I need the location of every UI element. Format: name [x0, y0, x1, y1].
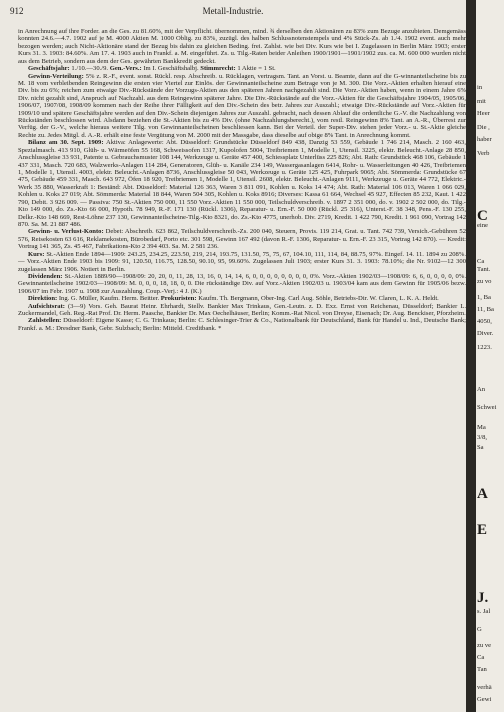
adjacent-page-fragment: Heer [477, 110, 490, 117]
adjacent-page-fragment: zu vo [477, 278, 492, 285]
adjacent-page-fragment: Die , [477, 124, 490, 131]
running-title: Metall-Industrie. [202, 6, 264, 16]
adjacent-page-fragment: 4050, [477, 318, 492, 325]
adjacent-page-fragment: Gewi [477, 696, 492, 703]
adjacent-page-fragment: Ca [477, 258, 485, 265]
paragraph-direktion: Direktion: Ing. G. Müller, Kaufm. Herm. Beitter. Prokuristen: Kaufm. Th. Bergmann, Ober-Ing. Carl Aug. Söhle, Betriebs-Dir. W. Claren, L. K. A. Heldt. [28, 295, 439, 303]
adjacent-page-fragment: G [477, 626, 482, 633]
adjacent-page-fragment: An [477, 386, 486, 393]
adjacent-page-edge [476, 0, 504, 712]
adjacent-page-fragment: Diver. [477, 330, 494, 337]
adjacent-page-fragment: Ma [477, 424, 486, 431]
paragraph-dividenden: Dividenden: St.-Aktien 1889/90—1908/09: 20, 20, 0, 11, 28, 13, 16, 0, 14, 14, 6, 0, 0, 0, 0, 0, 0, 0, 0, 0%. Vorz.-Aktien 1902/03—1908/09: 6, 6, 0, 0, 0, 0, 0%. Gewinnanteilscheine 1902/03—1908/09: M. 0, 0, 0, 18, 18, 0, 0. Die rückständige Div. auf Vorz.-Aktien 1902/03 u. 1903/04 kam aus dem Gewinn für 1905/06 bezw. 1906/07 im Febr. 1907 u. 1908 zur Auszahlung. Coup.-Verj.: 4 J. (K.) [18, 272, 466, 295]
section-heading: Geschäftsjahr: [28, 65, 70, 73]
section-heading: Gewinn- u. Verlust-Konto: [28, 228, 104, 236]
book-gutter [466, 0, 476, 712]
section-heading: Aufsichtsrat: [28, 302, 65, 310]
adjacent-page-fragment: eine [477, 222, 488, 229]
page-number: 912 [10, 6, 24, 16]
adjacent-page-fragment: 1, Ba [477, 294, 491, 301]
adjacent-page-fragment: 3/8, [477, 434, 488, 441]
article-body [18, 28, 466, 710]
adjacent-page-fragment: 1223. [477, 344, 492, 351]
paragraph-zahlstellen: Zahlstellen: Düsseldorf: Eigene Kasse; C. G. Trinkaus; Berlin: C. Schlesinger-Trier & Co., Nationalbank für Deutschland, Bank für Handel u. Ind., Deutsche Bank; Frankf. a. M.: Dresdner Bank, Gebr. Sulzbach; Berlin: Mitteld. Creditbank. * [18, 317, 466, 332]
section-heading: Dividenden: [28, 272, 63, 280]
adjacent-page-fragment: mit [477, 98, 486, 105]
paragraph-bilanz: Bilanz am 30. Sept. 1909: Aktiva: Anlagewerte: Abt. Düsseldorf: Grundstücke Düsseldorf 849 438, Danzig 53 559, Gebäude 1 746 214, Masch. 2 160 463, Spezialmasch. 413 910, Glüh- u. Wärmeöfen 55 168, Schweissofen 1317, Kupolofen 5004, Treibriemen 1, Modelle 1, Utensil. 3225, elektr. Beleucht.-Anlage 28 850, Anschlussgleise 33 931, Patente u. Gebrauchsmuster 108 144, Werkzeuge u. Geräte 457 400, Schiessplatz Unterlüss 225 826; Abt. Rath: Grundstück 468 106, Gebäude 1 437 331, Masch. 720 683, Walzwerks-Anlagen 114 284, Generatoren, Glüh- u. Kanäle 234 149, Wassergasanlagen 6414, Rohr- u. Wasserleitungen 40 426, Treibriemen 1, Modelle 1, Utensil. 4003, elektr. Beleucht.-Anlagen 8736, Anschlussgleise 50 043, Werkzeuge u. Geräte 125 425, Fuhrpark 9065; Abt. Sömmerda: Grundstücke 67 475, Gebäude 459 331, Masch. 643 972, Öfen 18 920, Treibriemen 1, Modelle 1, Utensil. 2608, elektr. Beleucht.-Anlagen 9111, Werkzeuge u. Geräte 44 772, Elektric.-Werk 35 880, Wasserkraft 1: Beständ: Abt. Düsseldorf: Material 126 363, Waren 3 811 091, Kohlen u. Koks 14 474; Abt. Rath: Material 106 013, Waren 1 066 029, Kohlen u. Koks 27 019; Abt. Sömmerda: Material 18 844, Waren 504 305, Kohlen u. Koks 8916; Diverses: Kassa 61 664, Wechsel 45 927, Effecten 85 232, Kaut. 1 422 790, Debit. 3 926 009. — Passiva: 750 St.-Aktien 750 000, 11 550 Vorz.-Aktien 11 550 000, Teilschuldverschreib. v. 1897 2 351 000, do. v. 1902 2 502 000, do. Tilg.-Kto 149 000, do. Zs.-Kto 66 000, Hypoth. 78 949, R.-F. 171 130 (Rückl. 1306), Reparatur- u. Ern.-F. 50 000 (Rückl. 25 316), Unterst.-F. 38 348, Pens.-F. 130 255, Delkr.-Kto 148 669, Rest-Löhne 237 130, Gewinnanteilscheine-Tilg.-Kto 8321, do. Zs.-Kto 4775, unerhob. Div. 2719, Kredit. 1 422 790, Kredit. 1 961 090, Vortrag 142 870. Sa. M. 21 887 486. [18, 139, 466, 228]
paragraph-geschaeftsjahr: Geschäftsjahr: 1./10.—30./9. Gen.-Vers.: Im I. Geschäftshalbj. Stimmrecht: 1 Aktie = 1 St. [28, 65, 276, 73]
section-heading: Prokuristen: [160, 295, 197, 303]
section-heading: Zahlstellen: [28, 317, 62, 325]
paragraph-kurs: Kurs: St.-Aktien Ende 1894—1909: 243.25, 234.25, 223.50, 219, 214, 193.75, 131.50, 75, 75, 67, 104.10, 111, 114, 84, 88.75, 97%. Eingef. 14. 11. 1894 zu 208%. — Vorz.-Aktien Ende 1903 bis 1909: 91, 120.50, 116.75, 128.50, 90.10, 95, 99.60%. Zugelassen Juli 1903; erster Kurs 31. 3. 1903: 78.10%; die Nr. 9102—12 300 zugelassen März 1906. Notiert in Berlin. [18, 250, 466, 273]
paragraph-anleihe: in Anrechnung auf ihre Forder. an die Ges. zu 81.60%, mit der Verpflicht. übernommen, mind. ¾ derselben den Aktionären zu 83% zum Bezuge anzubieten. Demgemäss konnten 24.6.—4.7. 1902 auf je M. 4000 Aktien M. 1000 Oblig. zu 83%, zuzügl. des halben Schlussnotenstempels und 4% Stück-Zs. ab 1./4. 1902 event. auch mehr bezogen werden; auch Nicht-Aktionäre stand der Bezug bis dahin zu gleichen Beding. frei. Zahlst. wie bei Div. Kurs wie bei I. Zugelassen in Berlin März 1903; erster Kurs 31. 3. 1903: 84.60%. Am 17. 4. 1903 auch in Frankf. a. M. eingeführt. Zs. u. Tilg.-Raten beider Anleihen 1900/1901—1901/1902 zus. ca. M. 600 000 wurden nicht aus dem Betrieb, sondern aus dem der Ges. gewährten Bankkredit gedeckt. [18, 28, 466, 65]
adjacent-page-fragment: Sa [477, 444, 484, 451]
section-heading: Stimmrecht: [200, 65, 236, 73]
adjacent-page-fragment: Tant. [477, 266, 491, 273]
adjacent-page-fragment: Tan [477, 666, 487, 673]
page-header [0, 4, 466, 18]
paragraph-gewinnverteilung: Gewinn-Verteilung: 5% z. R.-F., event. sonst. Rückl. resp. Abschreib. u. Rücklagen, vertragsm. Tant. an Vorst. u. Beamte, dann auf die G-winnanteilscheine bis zu M. 18 vom verbleibenden Reingewinn die ersten vier Viertel zur Einlös. der Gewinnanteilscheine zum Betrage von je M. 300. Die Vorz.-Aktien erhalten hierauf eine Div. bis zu 6%; reichen zum etwaige Div.-Rückstände der Vorzugs-Aktien aus den späteren Jahren nachgezahlt sind. Die Vorz.-Aktien haben, wenn in einem Jahre 6% Div. nicht gezahlt sind, Anspruch auf Nachzahl. aus dem Reingewinn späterer Jahre. Die Div.-Rückstände auf die Vorz.-Aktien für die Geschäftsjahre 1904/05, 1905/06, 1906/07, 1907/08, 1908/09 kommen nach der Reihe ihrer Fälligkeit auf den Div.-Schein des betr. Jahres zur Auszahl.; etwaige Div.-Rückstände auf Vorz.-Aktien für 1909/10 und spätere Geschäftsjahre werden auf den Div.-Schein diejenigen Jahres zur Auszahl. gebracht, nach dessen Ablauf die ordentliche G.-V. die Nachzahlung von Rückständen beschlossen wird. Alsdann beziehen die St.-Aktien bis zu 4% Div. (ohne Nachzahlungsberecht.), vom restl. Reingewinn 8% Tant. an A.-R., Überrest zur Verfüg. der G.-V., welche hieraus weitere Tilg. von Gewinnanteilscheinen beschliessen kann. Bei der Verteil. der Super-Div. stehen jeder Vorz.- u. St.-Aktie gleiche Rechte zu. Jedes Mitgl. d. A.-R. erhält eine feste Vergütung von M. 2000 mit der Massgabe, dass dieselbe auf obige 8% Tant. in Anrechnung kommt. [18, 72, 466, 139]
paragraph-gewinn-verlust: Gewinn- u. Verlust-Konto: Debet: Abschreib. 623 862, Teilschuldverschreib.-Zs. 200 040, Steuern, Provis. 119 214, Grat. u. Tant. 742 739, Versich.-Gebühren 52 576, Reisekosten 63 616, Reklamekosten, Bürobedarf, Porto etc. 301 598, Gewinn 167 492 (davon R.-F. 1306, Reparatur- u. Ern.-F. 23 315, Vortrag 142 870). — Kredit: Vortrag 141 365, Zs. 45 467, Fabrikations-Kto 2 394 403. Sa. M. 2 581 236. [18, 228, 466, 251]
section-heading: Gen.-Vers.: [109, 65, 142, 73]
adjacent-page-fragment: Schwei [477, 404, 497, 411]
adjacent-page-fragment: verhä [477, 684, 492, 691]
paragraph-aufsichtsrat: Aufsichtsrat: (3—9) Vors. Geh. Baurat Heinr. Ehrhardt, Stellv. Bankier Max Trinkaus, Gen.-Leutn. z. D. Exz. Ernst von Reichenau, Düsseldorf; Bankier L. Zuckermandel, Geh. Reg.-Rat Prof. Dr. Herm. Paasche, Bankier Dr. Max Oechelhäuser, Berlin; Komm.-Rat Nicol. von Dreyse, Eisenach; Dr. Aug. Benckiser, Pforzheim. [18, 302, 466, 318]
adjacent-page-fragment: Ca [477, 654, 485, 661]
adjacent-page-fragment: E [477, 522, 488, 538]
adjacent-page-fragment: zu ve [477, 642, 492, 649]
section-heading: Bilanz am 30. Sept. 1909: [28, 139, 104, 147]
section-heading: Direktion: [28, 295, 58, 303]
section-heading: Gewinn-Verteilung: [28, 72, 84, 80]
adjacent-page-fragment: C [477, 208, 488, 224]
adjacent-page-fragment: Verb [477, 150, 490, 157]
adjacent-page-fragment: J. [477, 590, 489, 606]
adjacent-page-fragment: s. Jal [477, 608, 491, 615]
section-heading: Kurs: [28, 250, 45, 258]
adjacent-page-fragment: 11, Ba [477, 306, 494, 313]
adjacent-page-fragment: A [477, 486, 488, 502]
adjacent-page-fragment: haber [477, 136, 492, 143]
adjacent-page-fragment: in [477, 84, 483, 91]
